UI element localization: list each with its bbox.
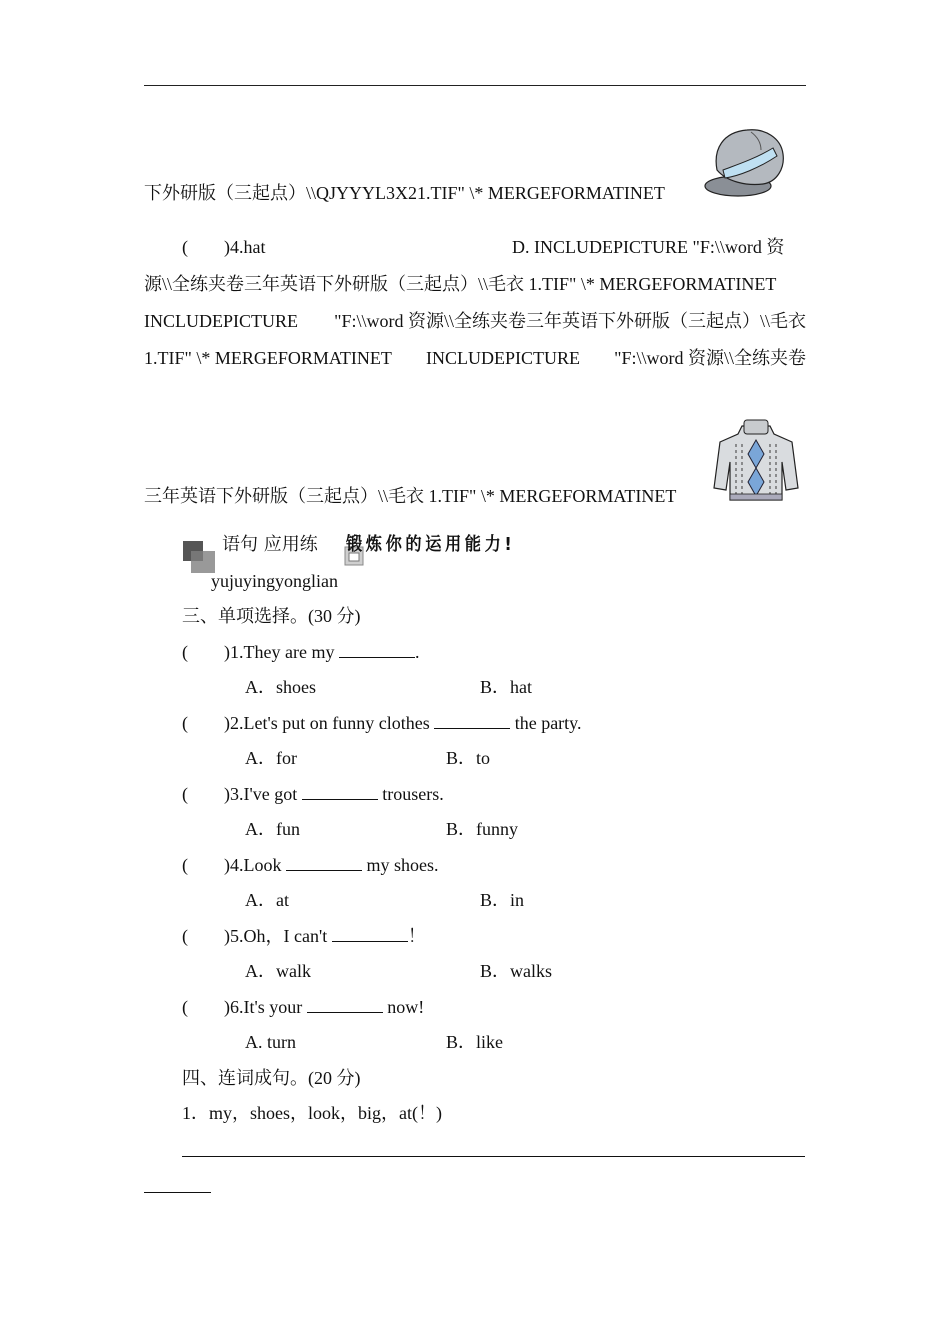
q3-stem-end: trousers. xyxy=(377,784,444,804)
q3-option-a: A．fun xyxy=(245,819,300,839)
answer-line[interactable] xyxy=(182,1156,805,1157)
q2-option-a: A．for xyxy=(245,748,297,768)
section4-item-1: 1．my，shoes，look，big，at(！) xyxy=(182,1103,442,1123)
text-line-sweater-fragment: 三年英语下外研版（三起点）\\毛衣 1.TIF" \* MERGEFORMATINET xyxy=(144,486,677,506)
q3-blank[interactable] xyxy=(302,783,378,800)
para-line-1-text: 源\\全练夹卷三年英语下外研版（三起点）\\毛衣 1.TIF" \* MERGEFORMATINET xyxy=(144,274,777,294)
q5-option-a: A．walk xyxy=(245,961,311,981)
q4-option-a: A．at xyxy=(245,890,289,910)
sweater-image xyxy=(712,418,800,502)
banner-slogan: 锻炼你的运用能力! xyxy=(346,534,516,555)
q1-stem: ( )1.They are my xyxy=(182,642,339,662)
q1-option-a: A．shoes xyxy=(245,677,316,697)
q1-option-b: B．hat xyxy=(480,677,532,697)
question-4 xyxy=(182,854,438,876)
para-line-3-b: INCLUDEPICTURE xyxy=(426,348,580,368)
q6-stem: ( )6.It's your xyxy=(182,997,307,1017)
para-line-3-a: 1.TIF" \* MERGEFORMATINET xyxy=(144,348,392,368)
q5-stem: ( )5.Oh，I can't xyxy=(182,926,332,946)
paragraph-line-1 xyxy=(144,273,806,295)
section3-heading: 三、单项选择。(30 分) xyxy=(182,606,361,626)
q4-stem-end: my shoes. xyxy=(361,855,439,875)
banner-title: 语句 应用练 xyxy=(222,534,318,555)
question-5 xyxy=(182,925,426,947)
hat-image xyxy=(703,124,789,200)
question-3 xyxy=(182,783,444,805)
q1-stem-end: . xyxy=(414,642,420,662)
question-6 xyxy=(182,996,424,1018)
q5-blank[interactable] xyxy=(332,925,408,942)
q4-blank[interactable] xyxy=(286,854,362,871)
q6-blank[interactable] xyxy=(307,996,383,1013)
q2-stem: ( )2.Let's put on funny clothes xyxy=(182,713,435,733)
question-2 xyxy=(182,712,582,734)
para-line-2-a: INCLUDEPICTURE xyxy=(144,311,298,331)
q5-stem-end: ！ xyxy=(407,926,426,946)
q3-stem: ( )3.I've got xyxy=(182,784,302,804)
banner-pinyin: yujuyingyonglian xyxy=(211,571,338,591)
option-d: D. INCLUDEPICTURE "F:\\word 资 xyxy=(512,237,785,257)
q6-option-b: B．like xyxy=(446,1032,503,1052)
question-1 xyxy=(182,641,419,663)
q2-option-b: B．to xyxy=(446,748,491,768)
para-line-3-c: "F:\\word 资源\\全练夹卷 xyxy=(614,348,806,368)
paragraph-line-3 xyxy=(144,347,806,369)
answer-line-continuation[interactable] xyxy=(144,1192,211,1193)
section4-heading: 四、连词成句。(20 分) xyxy=(182,1068,361,1088)
q6-stem-end: now! xyxy=(382,997,425,1017)
paragraph-line-2 xyxy=(144,310,806,332)
q5-option-b: B．walks xyxy=(480,961,552,981)
q2-stem-end: the party. xyxy=(510,713,582,733)
question-4-hat: ( )4.hat xyxy=(182,237,266,257)
q6-option-a: A. turn xyxy=(245,1032,296,1052)
para-line-2-b: "F:\\word 资源\\全练夹卷三年英语下外研版（三起点）\\毛衣 xyxy=(334,311,806,331)
q3-option-b: B．funny xyxy=(446,819,518,839)
q4-option-b: B．in xyxy=(480,890,525,910)
text-line-hat-fragment: 下外研版（三起点）\\QJYYYL3X21.TIF" \* MERGEFORMATINET xyxy=(144,183,665,203)
q2-blank[interactable] xyxy=(434,712,510,729)
q1-blank[interactable] xyxy=(339,641,415,658)
header-rule xyxy=(144,85,806,86)
q4-stem: ( )4.Look xyxy=(182,855,286,875)
